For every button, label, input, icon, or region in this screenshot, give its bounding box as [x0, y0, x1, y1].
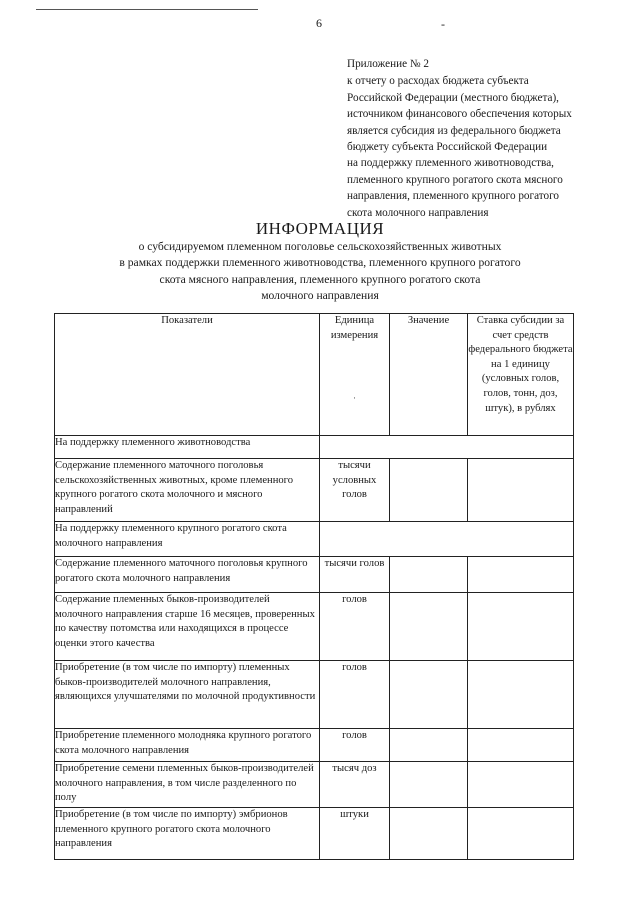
- header-unit-label: Единица измерения: [330, 315, 379, 341]
- row-name: На поддержку племенного крупного рогатого скота молочного направления: [55, 522, 320, 557]
- row-merged-cell: [320, 522, 574, 557]
- header-value-label: Значение: [407, 315, 450, 326]
- subtitle-line: в рамках поддержки племенного животноводства, племенного крупного рогатого: [119, 256, 521, 270]
- subtitle-line: скота мясного направления, племенного крупного рогатого скота: [159, 272, 481, 286]
- table-row: [55, 762, 574, 808]
- header-indicator-label: Показатели: [161, 315, 213, 326]
- row-rate: [468, 593, 574, 661]
- appendix-line: является субсидия из федерального бюджета: [347, 124, 561, 137]
- appendix-line: Российской Федерации (местного бюджета),: [347, 91, 559, 104]
- row-unit: штуки: [320, 808, 390, 860]
- row-value: [390, 808, 468, 860]
- appendix-line: на поддержку племенного животноводства,: [347, 157, 554, 170]
- row-value: [390, 729, 468, 762]
- row-merged-cell: [320, 436, 574, 459]
- table-row: [55, 459, 574, 522]
- row-rate: [468, 762, 574, 808]
- row-rate: [468, 459, 574, 522]
- row-rate: [468, 557, 574, 593]
- row-unit: тысячи условных голов: [320, 459, 390, 522]
- row-name: Приобретение племенного молодняка крупного рогатого скота молочного направления: [55, 729, 320, 762]
- row-name: Приобретение (в том числе по импорту) эмбрионов племенного крупного рогатого скота молочного направления: [55, 808, 320, 860]
- appendix-line: источником финансового обеспечения которых: [347, 108, 572, 121]
- table-row: [55, 557, 574, 593]
- header-rate: [468, 314, 574, 436]
- page-number: 6: [316, 16, 322, 30]
- table-row: [55, 661, 574, 729]
- row-rate: [468, 729, 574, 762]
- row-unit: голов: [320, 729, 390, 762]
- header-mark: ·: [353, 393, 356, 404]
- document-heading: ИНФОРМАЦИЯ: [255, 219, 385, 238]
- header-unit: [320, 314, 390, 436]
- row-name: Содержание племенных быков-производителей молочного направления старше 16 месяцев, проверенных по качеству потомства или находящихся в процессе оценки этого качества: [55, 593, 320, 661]
- row-unit: голов: [320, 593, 390, 661]
- appendix-line: бюджету субъекта Российской Федерации: [347, 141, 548, 154]
- row-name: Приобретение (в том числе по импорту) племенных быков-производителей молочного направления, являющихся улучшателями по молочной продуктивности: [55, 661, 320, 729]
- appendix-line: к отчету о расходах бюджета субъекта: [347, 75, 529, 88]
- row-unit: тысячи голов: [320, 557, 390, 593]
- appendix-line: направления, племенного крупного рогатого: [347, 190, 560, 203]
- header-rate-label: Ставка субсидии за счет средств федерального бюджета на 1 единицу (условных голов, голов, тонн, доз, штук), в рублях: [468, 315, 573, 414]
- row-value: [390, 557, 468, 593]
- row-value: [390, 762, 468, 808]
- document-subtitle: [0, 239, 640, 304]
- table-row: [55, 436, 574, 459]
- row-rate: [468, 808, 574, 860]
- header-value: [390, 314, 468, 436]
- row-name: Содержание племенного маточного поголовья крупного рогатого скота молочного направления: [55, 557, 320, 593]
- row-value: [390, 593, 468, 661]
- row-rate: [468, 661, 574, 729]
- appendix-line: племенного крупного рогатого скота мясного: [347, 173, 563, 186]
- table-row: [55, 729, 574, 762]
- subsidy-table: [54, 313, 574, 860]
- subtitle-line: молочного направления: [261, 288, 379, 302]
- header-indicator: [55, 314, 320, 436]
- table-row: [55, 593, 574, 661]
- row-value: [390, 661, 468, 729]
- table-row: [55, 522, 574, 557]
- row-name: Содержание племенного маточного поголовья сельскохозяйственных животных, кроме племенного крупного рогатого скота молочного и мясного направлений: [55, 459, 320, 522]
- table-header-row: [55, 314, 574, 436]
- top-rule: [36, 9, 258, 10]
- table-row: [55, 808, 574, 860]
- appendix-title: Приложение № 2: [347, 58, 429, 70]
- header-dash: -: [441, 17, 445, 31]
- appendix-block: [347, 56, 617, 221]
- row-name: Приобретение семени племенных быков-производителей молочного направления, в том числе разделенного по полу: [55, 762, 320, 808]
- subtitle-line: о субсидируемом племенном поголовье сельскохозяйственных животных: [138, 240, 502, 253]
- row-name: На поддержку племенного животноводства: [55, 436, 320, 459]
- row-value: [390, 459, 468, 522]
- row-unit: голов: [320, 661, 390, 729]
- row-unit: тысяч доз: [320, 762, 390, 808]
- appendix-line: скота молочного направления: [347, 206, 489, 219]
